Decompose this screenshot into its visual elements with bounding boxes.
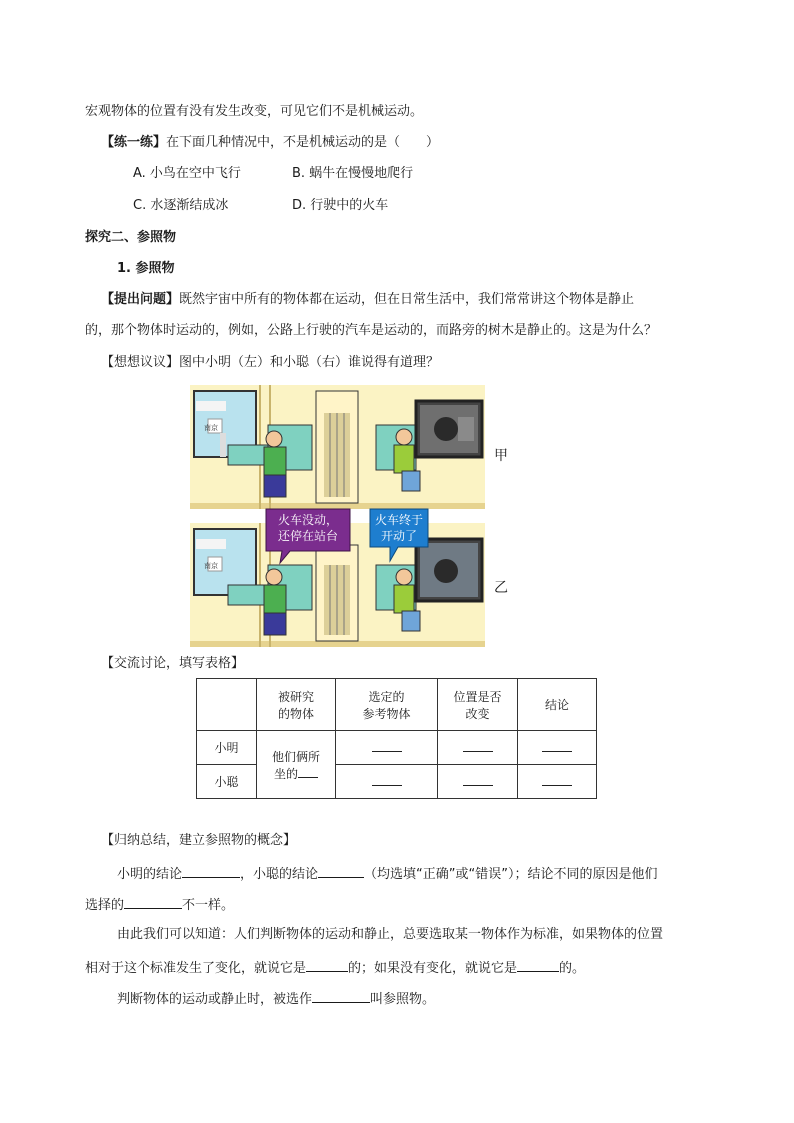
blank-cell[interactable] (518, 731, 597, 765)
station-sign-text-2: 南京 (204, 562, 218, 570)
blank-xiaocong[interactable] (318, 863, 364, 878)
summary-heading: 【归纳总结，建立参照物的概念】 (101, 833, 297, 848)
header-conclusion: 结论 (518, 679, 597, 731)
header-object: 被研究 的物体 (257, 679, 336, 731)
summary-line-3: 由此我们可以知道：人们判断物体的运动和静止，总要选取某一物体作为标准，如果物体的位置 (117, 927, 664, 942)
intro-line: 宏观物体的位置有没有发生改变，可见它们不是机械运动。 (85, 104, 424, 119)
row-label-xiaoming: 小明 (197, 731, 257, 765)
summary-line-4: 相对于这个标准发生了变化，就说它是 的；如果没有变化，就说它是 的。 (85, 957, 585, 978)
blank-reason[interactable] (124, 894, 182, 909)
shared-object-cell: 他们俩所 坐的 (257, 731, 336, 799)
table-row (197, 731, 597, 765)
row-label-xiaocong: 小聪 (197, 765, 257, 799)
blank-moving[interactable] (306, 957, 348, 972)
bubble-right-line-2: 开动了 (380, 529, 417, 543)
panel-top (190, 385, 485, 509)
blank-cell[interactable] (336, 765, 438, 799)
bubble-right (370, 512, 428, 544)
figure-label-bottom: 乙 (494, 580, 508, 596)
option-a: A. 小鸟在空中飞行 (133, 166, 241, 181)
option-d: D. 行驶中的火车 (292, 198, 389, 213)
blank-cell[interactable] (438, 731, 518, 765)
bubble-left-line-1: 火车没动， (277, 513, 338, 527)
station-sign-text: 南京 (204, 424, 218, 432)
header-reference: 选定的 参考物体 (336, 679, 438, 731)
subsection-heading: 1. 参照物 (117, 261, 175, 276)
blank-xiaoming[interactable] (182, 863, 240, 878)
exercise-tag: 【练一练】 (101, 135, 167, 150)
discussion-table (196, 678, 597, 799)
option-b: B. 蜗牛在慢慢地爬行 (292, 166, 414, 181)
section-heading: 探究二、参照物 (85, 230, 177, 245)
header-position-changed: 位置是否 改变 (438, 679, 518, 731)
blank-static[interactable] (517, 957, 559, 972)
bubble-left (266, 512, 350, 544)
blank-cell[interactable] (518, 765, 597, 799)
question-line-2: 的，那个物体时运动的，例如，公路上行驶的汽车是运动的，而路旁的树木是静止的。这是为什么？ (85, 323, 658, 338)
exercise-question (101, 134, 439, 152)
header-empty (197, 679, 257, 731)
blank-reference[interactable] (312, 988, 370, 1003)
exercise-text: 在下面几种情况中，不是机械运动的是（ ） (166, 135, 440, 150)
question-text-1: 既然宇宙中所有的物体都在运动，但在日常生活中，我们常常讲这个物体是静止 (179, 292, 635, 307)
bubble-left-line-2: 还停在站台 (277, 529, 338, 543)
figure-label-top: 甲 (494, 448, 508, 464)
option-c: C. 水逐渐结成冰 (133, 198, 229, 213)
summary-line-5: 判断物体的运动或静止时，被选作 叫参照物。 (117, 988, 435, 1009)
discussion-heading: 【交流讨论，填写表格】 (101, 656, 245, 671)
question-tag: 【提出问题】 (101, 292, 180, 307)
question-line-1 (101, 291, 634, 309)
summary-line-1: 小明的结论 ，小聪的结论 （均选填“正确”或“错误”）；结论不同的原因是他们 (117, 863, 657, 884)
bubble-right-line-1: 火车终于 (374, 513, 423, 527)
summary-line-2: 选择的 不一样。 (85, 894, 234, 915)
blank-cell[interactable] (438, 765, 518, 799)
table-header-row (197, 679, 597, 731)
think-line: 【想想议议】图中小明（左）和小聪（右）谁说得有道理？ (101, 355, 440, 370)
blank-cell[interactable] (336, 731, 438, 765)
